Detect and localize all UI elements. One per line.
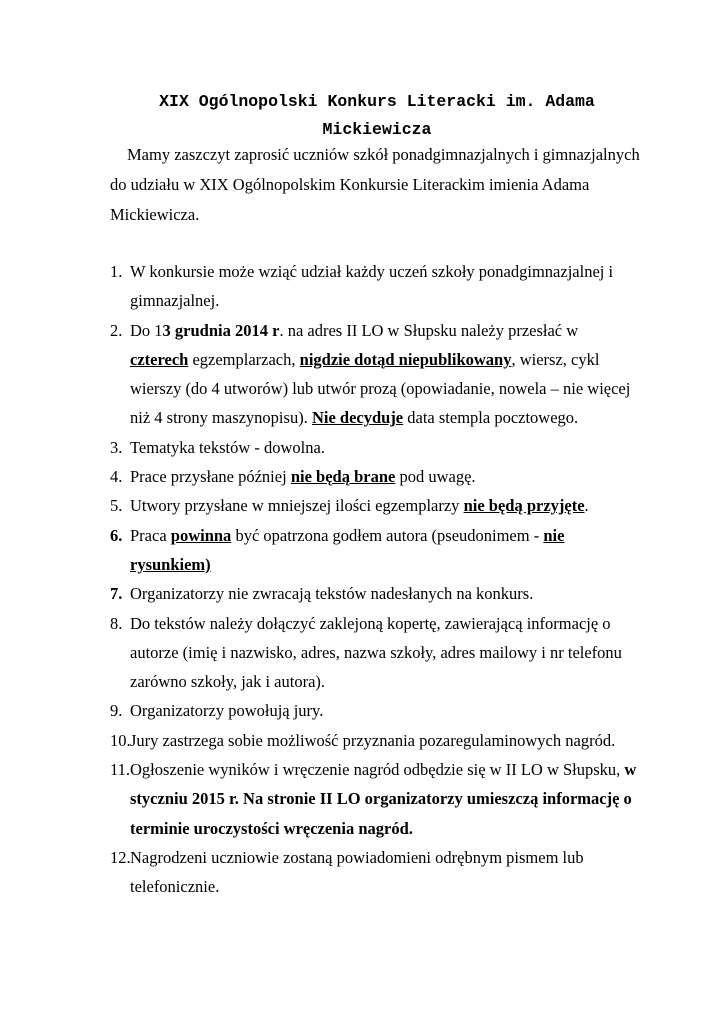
list-item: 10. Jury zastrzega sobie możliwość przyznania pozaregulaminowych nagród. <box>110 730 616 750</box>
list-item: 2. Do 13 grudnia 2014 r. na adres II LO w Słupsku należy przesłać w czterech egzemplarzach, nigdzie dotąd niepublikowany, wiersz, cykl wierszy (do 4 utworów) lub utwór prozą (opowiadanie, nowela – nie więcej niż 4 strony maszynopisu). Nie decyduje data stempla pocztowego. <box>110 320 631 428</box>
list-item: 6. Praca powinna być opatrzona godłem autora (pseudonimem - nie rysunkiem) <box>110 525 565 574</box>
list-item: 5. Utwory przysłane w mniejszej ilości egzemplarzy nie będą przyjęte. <box>110 496 589 516</box>
list-item: 11. Ogłoszenie wyników i wręczenie nagród odbędzie się w II LO w Słupsku, w styczniu 2015 r. Na stronie II LO organizatorzy umieszczą informację o terminie uroczystości wręczenia nagród. <box>110 760 637 838</box>
list-item: 12. Nagrodzeni uczniowie zostaną powiadomieni odrębnym pismem lub telefonicznie. <box>110 847 584 897</box>
list-item: 9. Organizatorzy powołują jury. <box>110 701 324 721</box>
list-item: 4. Prace przysłane później nie będą brane pod uwagę. <box>110 467 476 487</box>
document-title: XIX Ogólnopolski Konkurs Literacki im. Adama Mickiewicza <box>159 92 595 139</box>
list-item: 1. W konkursie może wziąć udział każdy uczeń szkoły ponadgimnazjalnej i gimnazjalnej. <box>110 262 614 311</box>
rules-list <box>110 257 640 902</box>
deadline-date: 3 grudnia 2014 r <box>162 320 280 340</box>
list-item: 8. Do tekstów należy dołączyć zaklejoną kopertę, zawierającą informację o autorze (imię i nazwisko, adres, nazwa szkoły, adres mailowy i nr telefonu zarówno szkoły, jak i autora). <box>110 613 622 692</box>
list-item: 7. Organizatorzy nie zwracają tekstów nadesłanych na konkurs. <box>110 584 534 604</box>
list-item: 3. Tematyka tekstów - dowolna. <box>110 437 325 457</box>
intro-paragraph: Mamy zaszczyt zaprosić uczniów szkół ponadgimnazjalnych i gimnazjalnych do udziału w XIX Ogólnopolskim Konkursie Literackim imienia Adama Mickiewicza. <box>110 145 640 224</box>
